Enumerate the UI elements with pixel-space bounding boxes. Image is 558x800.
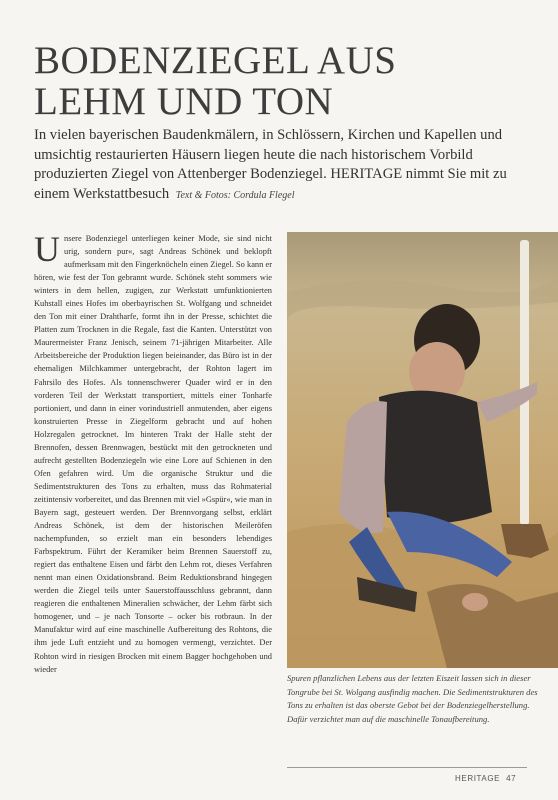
drop-cap: U [34,229,60,269]
page-number: 47 [506,774,517,783]
author-credit: Text & Fotos: Cordula Flegel [175,189,295,201]
page-footer [455,774,516,783]
body-text: nsere Bodenziegel unterliegen keiner Mode, sie sind nicht urig, sondern pur«, sagt Andreas Schönek und beklopft aufmerksam mit den Fingerknöcheln einen Ziegel. So kann er hören, wie fest der Ton gebrannt wurde. Schönek steht sommers wie winters in dem hellen, zugigen, zur Werkstatt umfunktionierten Kuhstall eines Hofes im oberbayrischen St. Wolfgang und schneidet den Ton mit einer Drahtharfe, formt ihn in der Presse, schichtet die Platten zum Trocknen in die Regale, fast die Kanten. Unterstützt von Maurermeister Franz Jenisch, seinem 71-jährigen Mitarbeiter. Alle Arbeitsbereiche der Produktion liegen beieinander, das Büro ist in der ehemaligen Milchkammer untergebracht, der Rohton lagert im Fahrsilo des Hofes. Als tonnenschwerer Quader wird er in den vorderen Teil der Werkstatt transportiert, mittels einer Tonharfe portioniert, und dann in einer vorindustriell anmutenden, aber eigens konstruierten Presse in Ziegelform gebracht und auf hohen Holzregalen getrocknet. Im hinteren Trakt der Halle steht der Brennofen, dessen Brennwagen, bestückt mit den getrockneten und aufrecht gestellten Bodenziegeln wie eine Lore auf Schienen in den Ofen gefahren wird. Um die organische Struktur und die Sedimentstrukturen des Tons zu erhalten, muss das Rohmaterial zeitintensiv vorbereitet, und das Brennen mit viel »Gspür«, wie man in Bayern sagt, gesteuert werden. Der Brennvorgang selbst, erklärt Andreas Schönek, ist dem der historischen Meileröfen nachempfunden, so erzielt man ein besonders lebendiges Farbspektrum. Führt der Keramiker beim Brennen Sauerstoff zu, regiert das enthaltene Eisen und färbt den Lehm rot, dieses Verfahren nennt man einen Oxidationsbrand. Beim Reduktionsbrand hingegen werden die Ziegel teils unter Sauerstoffausschluss gebrannt, dann reagieren die enthaltenen Mineralien schwächer, der Lehm färbt sich homogener, und – je nach Tonsorte – ocker bis rotbraun. In der Manufaktur wird auf eine maschinelle Aufbereitung des Rohtons, die ihm jede Luft entzieht und zu homogen vermengt, verzichtet. Der Rohton wird in riesigen Brocken mit einem Bagger hochgehoben und wieder [34,234,272,674]
photo-caption: Spuren pflanzlichen Lebens aus der letzten Eiszeit lassen sich in dieser Tongrube bei St. Wolgang ausfindig machen. Die Sedimentstrukturen des Tons zu erhalten ist das oberste Gebot bei der Bodenziegelherstellung. Dafür verzichtet man auf die maschinelle Tonaufbereitung. [287,673,538,725]
article-lead [34,126,539,205]
article-photo [287,232,558,668]
article-body [34,229,272,676]
title-line-1: BODENZIEGEL AUS [34,39,397,82]
article-title [34,40,534,122]
footer-divider [287,767,527,768]
clay-pit-photo-illustration [287,232,558,668]
lead-text: In vielen bayerischen Baudenkmälern, in Schlössern, Kirchen und Kapellen und umsichtig restaurierten Häusern liegen heute die nach historischem Vorbild produzierten Ziegel von Attenberger Bodenziegel. HERITAGE nimmt Sie mit zu einem Werkstattbesuch [34,127,507,202]
magazine-name: HERITAGE [455,774,501,783]
title-line-2: LEHM UND TON [34,80,334,123]
